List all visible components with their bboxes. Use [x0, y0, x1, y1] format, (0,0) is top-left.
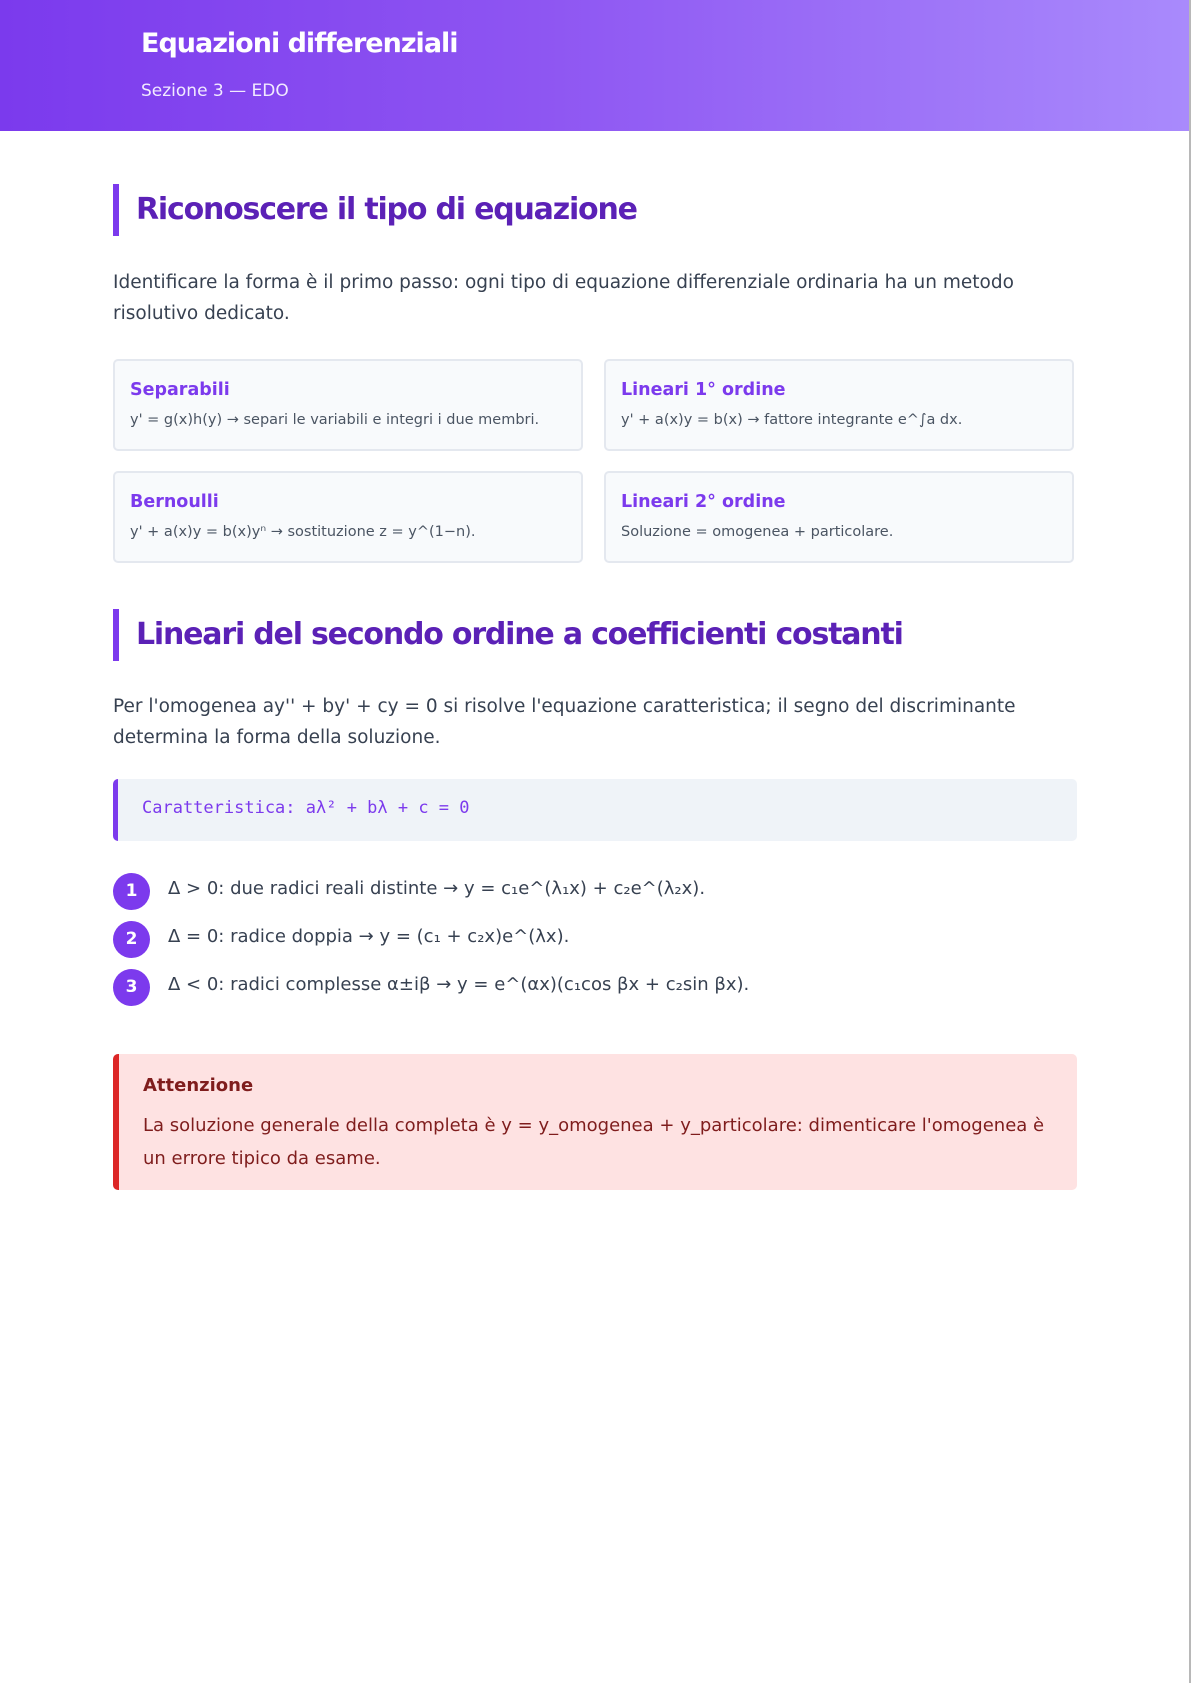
warning-title: Attenzione [143, 1075, 254, 1096]
document-title: Equazioni differenziali [141, 28, 458, 59]
card-title: Bernoulli [130, 492, 219, 512]
card-text: y' + a(x)y = b(x)yⁿ → sostituzione z = y^(1−n). [130, 524, 476, 540]
card-text: Soluzione = omogenea + particolare. [621, 524, 894, 540]
step-text: Δ > 0: due radici reali distinte → y = c₁e^(λ₁x) + c₂e^(λ₂x). [168, 878, 706, 899]
document-header [0, 0, 1189, 131]
card-text: y' = g(x)h(y) → separi le variabili e integri i due membri. [130, 412, 540, 428]
card-title: Lineari 2° ordine [621, 492, 786, 512]
step-number-badge: 2 [113, 921, 150, 958]
card-title: Separabili [130, 380, 230, 400]
card-text: y' + a(x)y = b(x) → fattore integrante e^∫a dx. [621, 412, 963, 428]
characteristic-equation-box [113, 779, 1077, 841]
section-title-1: Riconoscere il tipo di equazione [136, 192, 637, 227]
section-heading-2 [113, 609, 903, 661]
type-card-separabili [113, 359, 583, 451]
card-title: Lineari 1° ordine [621, 380, 786, 400]
type-card-lineari-2 [604, 471, 1074, 563]
document-subtitle: Sezione 3 — EDO [141, 81, 289, 101]
warning-text: La soluzione generale della completa è y = y_omogenea + y_particolare: dimenticare l'omogenea è un errore tipico da esame. [143, 1115, 1045, 1169]
warning-callout [113, 1054, 1077, 1190]
section-title-2: Lineari del secondo ordine a coefficienti costanti [136, 617, 903, 652]
section-heading-1 [113, 184, 637, 236]
step-text: Δ < 0: radici complesse α±iβ → y = e^(αx)(c₁cos βx + c₂sin βx). [168, 974, 750, 995]
type-card-lineari-1 [604, 359, 1074, 451]
type-card-bernoulli [113, 471, 583, 563]
step-number-badge: 3 [113, 969, 150, 1006]
section-1-intro: Identificare la forma è il primo passo: ogni tipo di equazione differenziale ordinaria ha un metodo risolutivo dedicato. [113, 272, 1014, 324]
step-number-badge: 1 [113, 873, 150, 910]
characteristic-equation: Caratteristica: aλ² + bλ + c = 0 [142, 798, 470, 818]
section-2-intro: Per l'omogenea ay'' + by' + cy = 0 si risolve l'equazione caratteristica; il segno del discriminante determina la forma della soluzione. [113, 696, 1016, 748]
step-text: Δ = 0: radice doppia → y = (c₁ + c₂x)e^(λx). [168, 926, 570, 947]
